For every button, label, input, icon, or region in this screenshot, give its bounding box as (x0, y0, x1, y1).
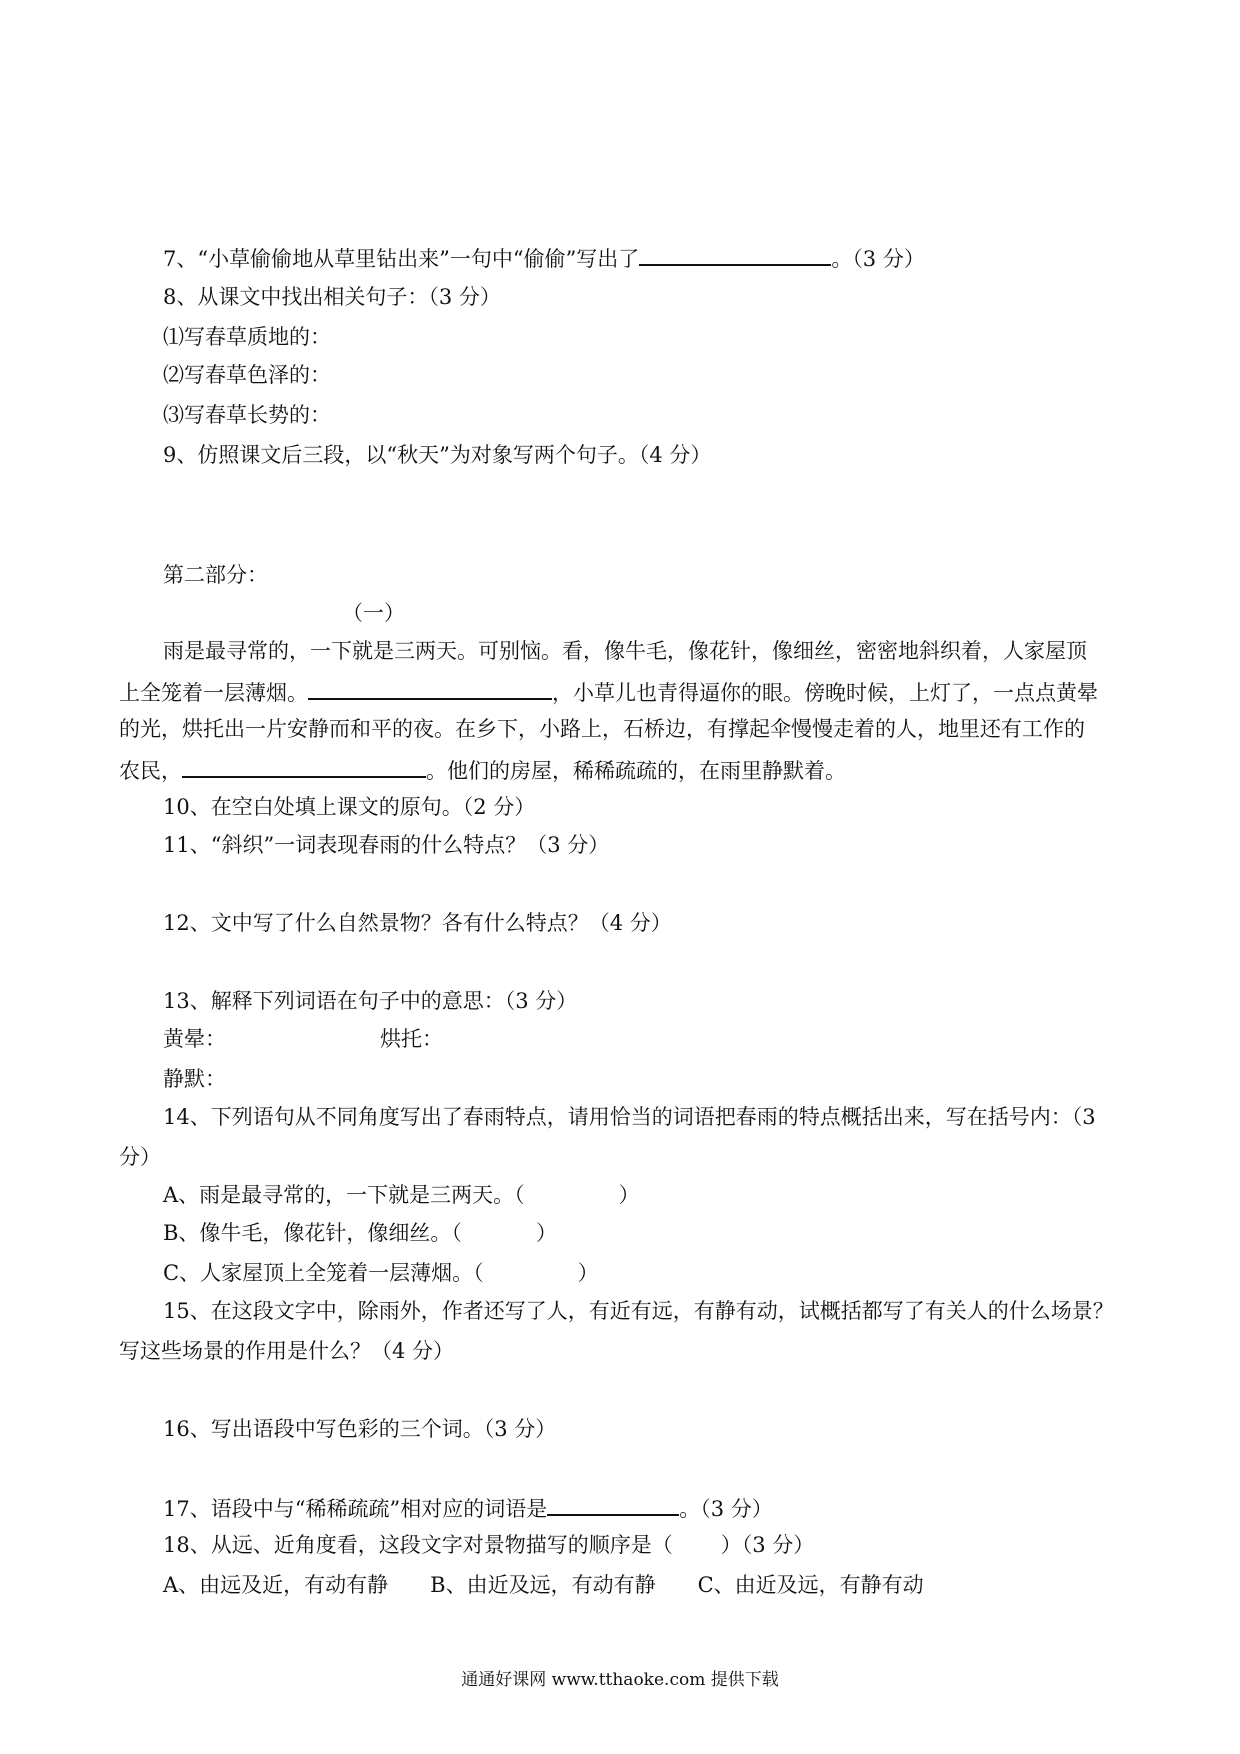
question-8-item-2: ⑵写春草色泽的： (163, 363, 331, 387)
question-17: 17、语段中与“稀稀疏疏”相对应的词语是 。（3 分） (163, 1492, 773, 1524)
question-8-item-3: ⑶写春草长势的： (163, 403, 331, 427)
question-18: 18、从远、近角度看，这段文字对景物描写的顺序是（ ）（3 分） (163, 1533, 815, 1557)
passage-line-1: 雨是最寻常的，一下就是三两天。可别恼。看，像牛毛，像花针，像细丝，密密地斜织着，人家屋顶 (163, 639, 1087, 663)
part-heading: 第二部分： (163, 563, 268, 587)
page-footer: 通通好课网 www.tthaoke.com 提供下载 (461, 1670, 779, 1690)
question-15-line-1: 15、在这段文字中，除雨外，作者还写了人，有近有远，有静有动，试概括都写了有关人的什么场景？ (163, 1299, 1114, 1323)
question-14-option-b: B、像牛毛，像花针，像细丝。（ ） (163, 1221, 557, 1245)
question-14-line-1: 14、下列语句从不同角度写出了春雨特点，请用恰当的词语把春雨的特点概括出来，写在括号内：（3 (163, 1105, 1096, 1129)
passage-line-3: 的光，烘托出一片安静而和平的夜。在乡下，小路上，石桥边，有撑起伞慢慢走着的人，地里还有工作的 (119, 717, 1085, 741)
question-10: 10、在空白处填上课文的原句。（2 分） (163, 795, 536, 819)
passage-line-4: 农民， 。他们的房屋，稀稀疏疏的，在雨里静默着。 (119, 754, 846, 786)
question-18-options: A、由远及近，有动有静 B、由近及远，有动有静 C、由近及远，有静有动 (163, 1573, 924, 1597)
question-9: 9、仿照课文后三段，以“秋天”为对象写两个句子。（4 分） (163, 443, 712, 467)
question-13: 13、解释下列词语在句子中的意思：（3 分） (163, 989, 578, 1013)
question-14-option-a: A、雨是最寻常的，一下就是三两天。（ ） (163, 1183, 640, 1207)
answer-blank (182, 754, 426, 778)
question-8: 8、从课文中找出相关句子：（3 分） (163, 285, 501, 309)
question-8-item-1: ⑴写春草质地的： (163, 325, 331, 349)
answer-blank (639, 242, 831, 266)
answer-blank (547, 1492, 679, 1516)
question-14-line-2: 分） (119, 1145, 161, 1169)
question-12: 12、文中写了什么自然景物？各有什么特点？（4 分） (163, 911, 672, 935)
question-11: 11、“斜织”一词表现春雨的什么特点？（3 分） (163, 833, 610, 857)
passage-line-2: 上全笼着一层薄烟。 ，小草儿也青得逼你的眼。傍晚时候，上灯了，一点点黄晕 (119, 676, 1098, 708)
section-heading: （一） (342, 601, 405, 625)
term-huangyun: 黄晕： (163, 1027, 226, 1051)
term-jingmo: 静默： (163, 1067, 226, 1091)
term-hongtuo: 烘托： (380, 1027, 443, 1051)
question-7: 7、“小草偷偷地从草里钻出来”一句中“偷偷”写出了 。（3 分） (163, 242, 925, 274)
answer-blank (308, 676, 552, 700)
question-16: 16、写出语段中写色彩的三个词。（3 分） (163, 1417, 557, 1441)
question-15-line-2: 写这些场景的作用是什么？（4 分） (119, 1339, 455, 1363)
question-14-option-c: C、人家屋顶上全笼着一层薄烟。（ ） (163, 1261, 599, 1285)
